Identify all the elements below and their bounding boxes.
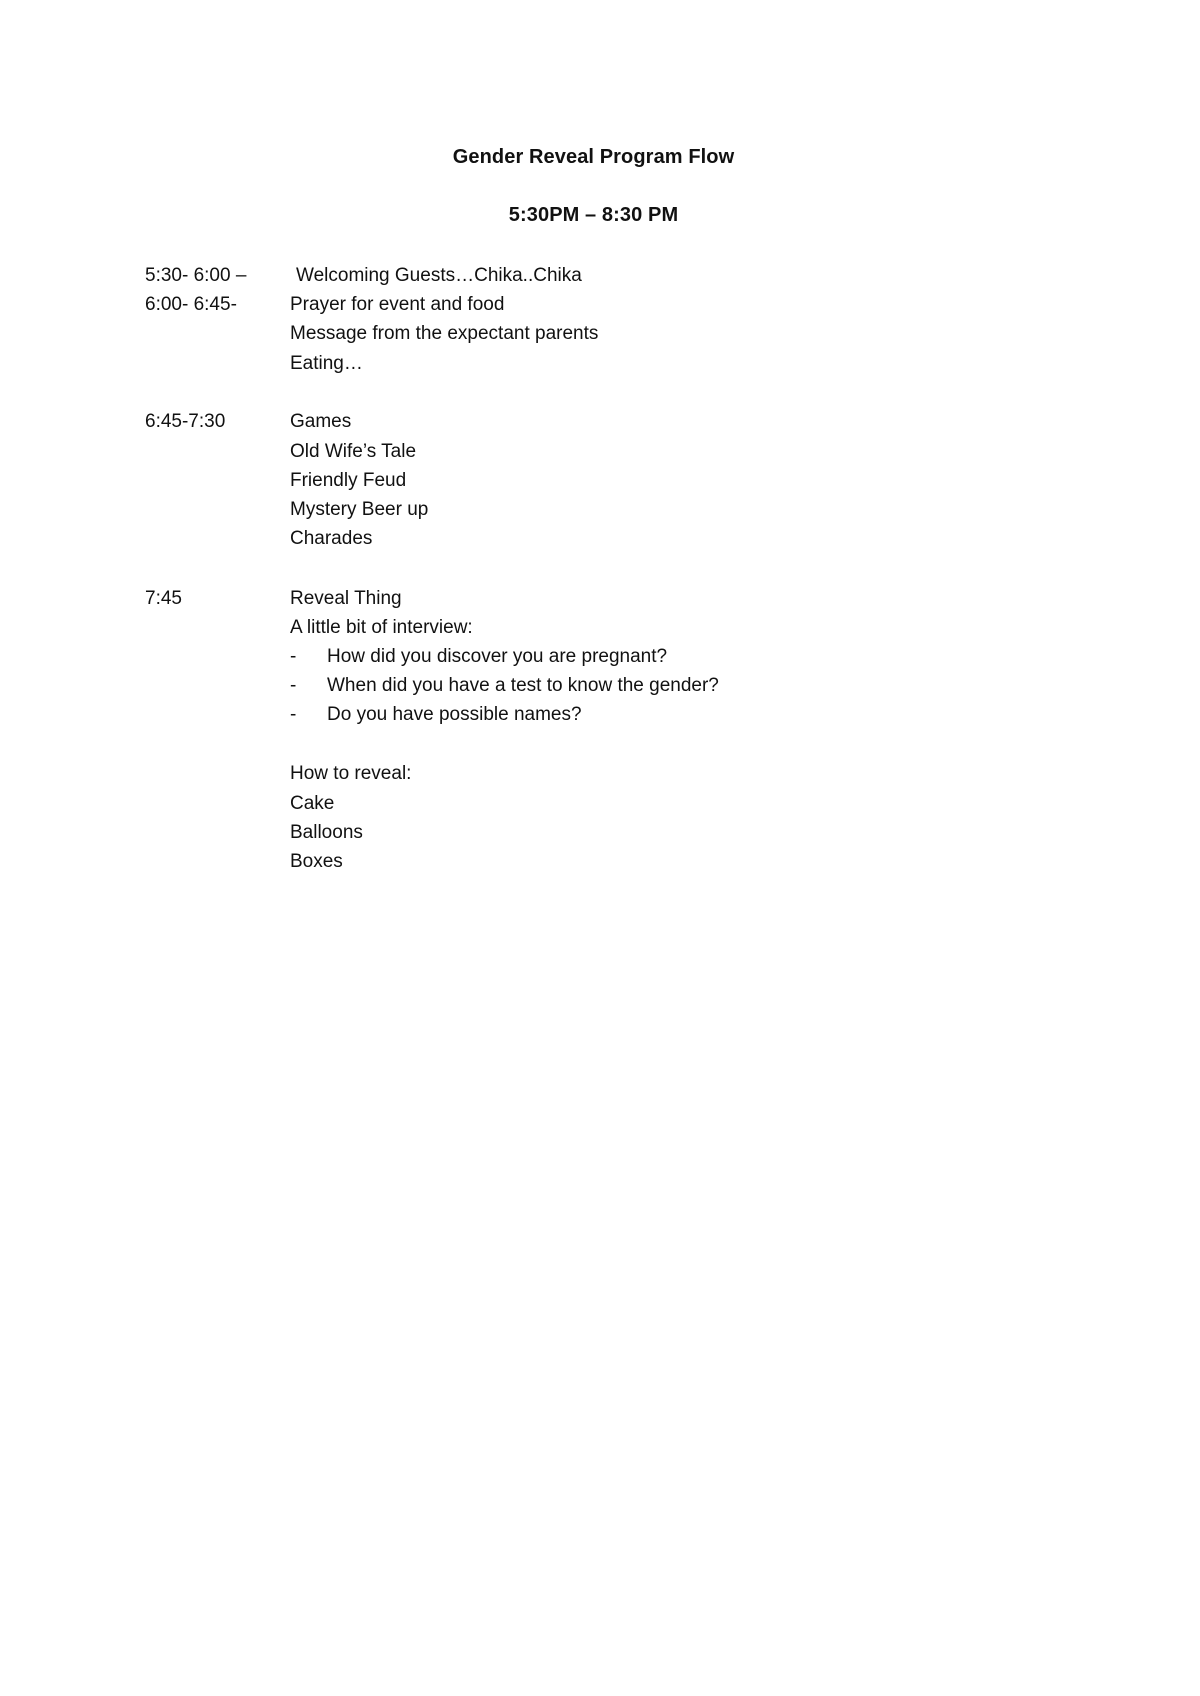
schedule-row	[0, 265, 1200, 291]
schedule-item: A little bit of interview:	[290, 617, 473, 638]
schedule-row	[0, 499, 1200, 525]
schedule-item: Balloons	[290, 822, 363, 843]
schedule-row	[0, 470, 1200, 496]
schedule-item: Welcoming Guests…Chika..Chika	[296, 265, 582, 286]
bullet-marker: -	[290, 675, 297, 696]
schedule-time: 5:30- 6:00 –	[145, 265, 247, 286]
schedule-item: Boxes	[290, 851, 343, 872]
schedule-row	[0, 822, 1200, 848]
schedule-item: Cake	[290, 793, 335, 814]
document-title: Gender Reveal Program Flow	[452, 146, 735, 168]
schedule-item: Mystery Beer up	[290, 499, 429, 520]
schedule-row	[0, 528, 1200, 554]
schedule-item: How to reveal:	[290, 763, 412, 784]
bullet-item	[0, 675, 1200, 701]
schedule-row	[0, 353, 1200, 379]
schedule-time: 6:00- 6:45-	[145, 294, 237, 315]
schedule-item: Eating…	[290, 353, 363, 374]
event-time-range: 5:30PM – 8:30 PM	[508, 204, 679, 226]
bullet-item	[0, 704, 1200, 730]
schedule-row	[0, 411, 1200, 437]
schedule-row	[0, 617, 1200, 643]
schedule-item: Old Wife’s Tale	[290, 441, 417, 462]
bullet-marker: -	[290, 646, 297, 667]
schedule-row	[0, 793, 1200, 819]
schedule-item: Friendly Feud	[290, 470, 407, 491]
bullet-marker: -	[290, 704, 297, 725]
schedule-item: Reveal Thing	[290, 588, 402, 609]
interview-question: When did you have a test to know the gender?	[327, 675, 719, 696]
schedule-item: Games	[290, 411, 352, 432]
schedule-row	[0, 441, 1200, 467]
schedule-row	[0, 323, 1200, 349]
schedule-row	[0, 588, 1200, 614]
schedule-time: 6:45-7:30	[145, 411, 226, 432]
schedule-item: Prayer for event and food	[290, 294, 505, 315]
schedule-item: Message from the expectant parents	[290, 323, 599, 344]
schedule-row	[0, 851, 1200, 877]
schedule-row	[0, 763, 1200, 789]
interview-question: Do you have possible names?	[327, 704, 582, 725]
interview-question: How did you discover you are pregnant?	[327, 646, 668, 667]
schedule-row	[0, 294, 1200, 320]
bullet-item	[0, 646, 1200, 672]
schedule-item: Charades	[290, 528, 373, 549]
schedule-time: 7:45	[145, 588, 182, 609]
